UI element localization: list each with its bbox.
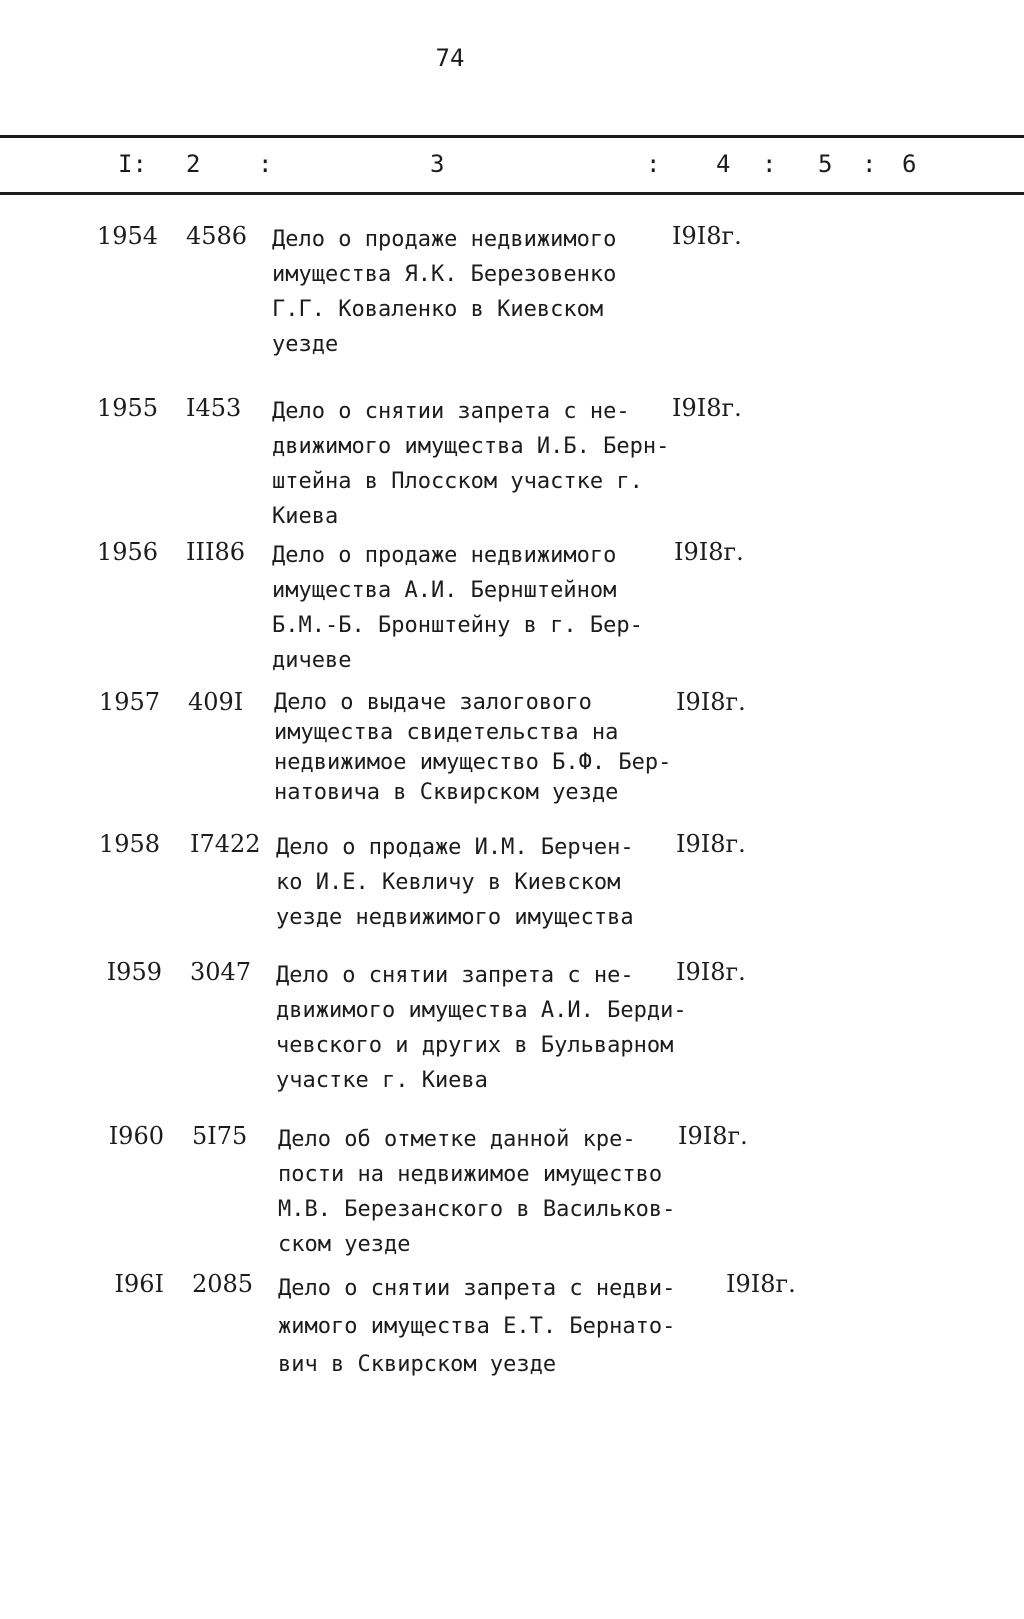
column-separator: : [258, 150, 273, 178]
entry-number: I959 [106, 958, 162, 986]
inventory-number: 3047 [190, 958, 252, 986]
entry-date: I9I8г. [674, 538, 744, 566]
entry-title-line: Дело о продаже недвижимого [272, 543, 617, 568]
column-separator: : [762, 150, 777, 178]
entry-title [276, 830, 696, 935]
entry-title-line: участке г. Киева [276, 1068, 488, 1093]
entry-date: I9I8г. [676, 958, 746, 986]
entry-number: I960 [108, 1122, 164, 1150]
entry-number: I96I [114, 1270, 164, 1298]
entry-title-line: Дело о снятии запрета с не- [276, 963, 634, 988]
entry-title-line: Дело о выдаче залогового [274, 690, 592, 715]
entry-number: 1954 [96, 222, 158, 250]
column-header-4: 4 [716, 150, 731, 178]
entry-title-line: Г.Г. Коваленко в Киевском [272, 297, 604, 322]
entry-title-line: Дело об отметке данной кре- [278, 1127, 636, 1152]
entry-title [274, 688, 694, 808]
entry-title-line: уезде недвижимого имущества [276, 905, 634, 930]
entry-title-line: дичеве [272, 648, 352, 673]
entry-title [276, 958, 696, 1098]
header-top-rule [0, 135, 1024, 138]
entry-date: I9I8г. [678, 1122, 748, 1150]
entry-date: I9I8г. [676, 688, 746, 716]
entry-title [272, 394, 692, 534]
entry-number: 1957 [98, 688, 160, 716]
column-separator: : [646, 150, 661, 178]
entry-title-line: имущества свидетельства на [274, 720, 619, 745]
entry-title-line: жимого имущества Е.Т. Бернато- [278, 1314, 676, 1339]
entry-number: 1956 [96, 538, 158, 566]
entry-title-line: натовича в Сквирском уезде [274, 780, 619, 805]
page-number: 74 [435, 44, 465, 72]
entry-title-line: Б.М.-Б. Бронштейну в г. Бер- [272, 613, 643, 638]
entry-title [278, 1122, 698, 1262]
inventory-number: I453 [186, 394, 242, 422]
column-header-1: I: [118, 150, 147, 178]
entry-title-line: Киева [272, 504, 339, 529]
entry-title [272, 222, 692, 362]
inventory-number: 409I [188, 688, 244, 716]
entry-title-line: Дело о продаже недвижимого [272, 227, 617, 252]
entry-title-line: ко И.Е. Кевличу в Киевском [276, 870, 621, 895]
entry-title-line: Дело о снятии запрета с недви- [278, 1276, 676, 1301]
entry-title [272, 538, 692, 678]
entry-title-line: ском уезде [278, 1232, 411, 1257]
entry-title [278, 1270, 698, 1384]
entry-title-line: М.В. Березанского в Васильков- [278, 1197, 676, 1222]
entry-number: 1958 [98, 830, 160, 858]
entry-title-line: штейна в Плосском участке г. [272, 469, 643, 494]
entry-title-line: уезде [272, 332, 339, 357]
inventory-number: 4586 [186, 222, 248, 250]
entry-title-line: имущества Я.К. Березовенко [272, 262, 617, 287]
inventory-number: III86 [186, 538, 245, 566]
entry-title-line: чевского и других в Бульварном [276, 1033, 674, 1058]
entry-date: I9I8г. [672, 222, 742, 250]
column-separator: : [862, 150, 877, 178]
entry-title-line: движимого имущества И.Б. Берн- [272, 434, 670, 459]
entry-date: I9I8г. [676, 830, 746, 858]
inventory-number: 5I75 [192, 1122, 248, 1150]
column-header-2: 2 [186, 150, 201, 178]
column-header-6: 6 [902, 150, 917, 178]
entry-number: 1955 [96, 394, 158, 422]
column-header-5: 5 [818, 150, 833, 178]
entry-date: I9I8г. [726, 1270, 796, 1298]
header-bottom-rule [0, 192, 1024, 195]
entry-title-line: вич в Сквирском уезде [278, 1352, 557, 1377]
entry-title-line: Дело о снятии запрета с не- [272, 399, 630, 424]
entry-title-line: недвижимое имущество Б.Ф. Бер- [274, 750, 672, 775]
entry-date: I9I8г. [672, 394, 742, 422]
entry-title-line: имущества А.И. Бернштейном [272, 578, 617, 603]
entry-title-line: пости на недвижимое имущество [278, 1162, 663, 1187]
entry-title-line: движимого имущества А.И. Берди- [276, 998, 687, 1023]
inventory-number: 2085 [192, 1270, 254, 1298]
entry-title-line: Дело о продаже И.М. Берчен- [276, 835, 634, 860]
inventory-number: I7422 [190, 830, 261, 858]
column-header-3: 3 [430, 150, 445, 178]
